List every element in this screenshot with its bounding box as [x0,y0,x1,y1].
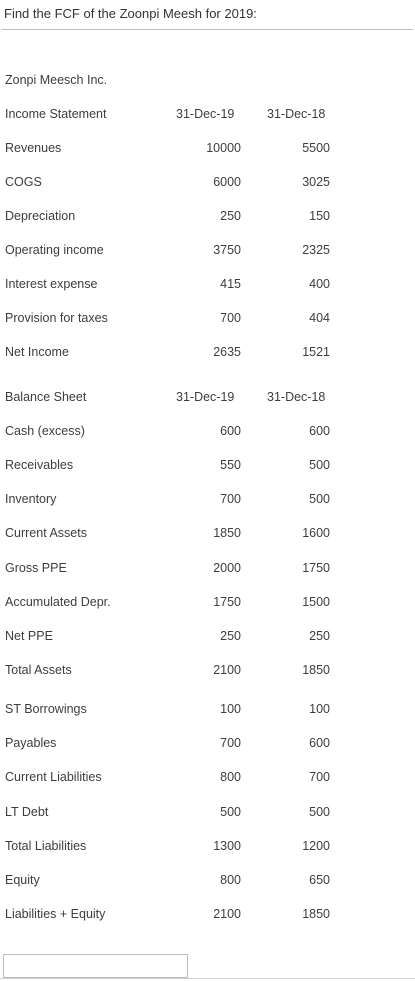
table-row: Accumulated Depr. 1750 1500 [5,595,330,609]
table-row: Payables 700 600 [5,736,330,750]
question-text: Find the FCF of the Zoonpi Meesh for 2019: [4,6,257,21]
table-row: Operating income 3750 2325 [5,243,330,257]
table-row: Depreciation 250 150 [5,209,330,223]
table-row: Cash (excess) 600 600 [5,424,330,438]
table-row: Inventory 700 500 [5,492,330,506]
table-row: Total Liabilities 1300 1200 [5,839,330,853]
table-row: Receivables 550 500 [5,458,330,472]
column-header-2019: 31-Dec-19 [176,390,235,404]
table-row: Net PPE 250 250 [5,629,330,643]
table-row: Revenues 10000 5500 [5,141,330,155]
table-row: LT Debt 500 500 [5,805,330,819]
table-row: Total Assets 2100 1850 [5,663,330,677]
table-row: Current Assets 1850 1600 [5,526,330,540]
table-row: Gross PPE 2000 1750 [5,561,330,575]
income-statement-title: Income Statement [5,107,107,121]
table-row: Current Liabilities 800 700 [5,770,330,784]
answer-input[interactable] [3,954,188,978]
table-row: Equity 800 650 [5,873,330,887]
income-statement-header [0,107,415,127]
table-row: Interest expense 415 400 [5,277,330,291]
table-row: Liabilities + Equity 2100 1850 [5,907,330,921]
column-header-2019: 31-Dec-19 [176,107,235,121]
balance-sheet-title: Balance Sheet [5,390,87,404]
column-header-2018: 31-Dec-18 [267,107,326,121]
divider [2,29,413,30]
table-row: Provision for taxes 700 404 [5,311,330,325]
column-header-2018: 31-Dec-18 [267,390,326,404]
company-name: Zonpi Meesch Inc. [5,73,108,87]
table-row: ST Borrowings 100 100 [5,702,330,716]
table-row: Net Income 2635 1521 [5,345,330,359]
divider [0,978,415,979]
balance-sheet-header [0,390,415,410]
table-row: COGS 6000 3025 [5,175,330,189]
